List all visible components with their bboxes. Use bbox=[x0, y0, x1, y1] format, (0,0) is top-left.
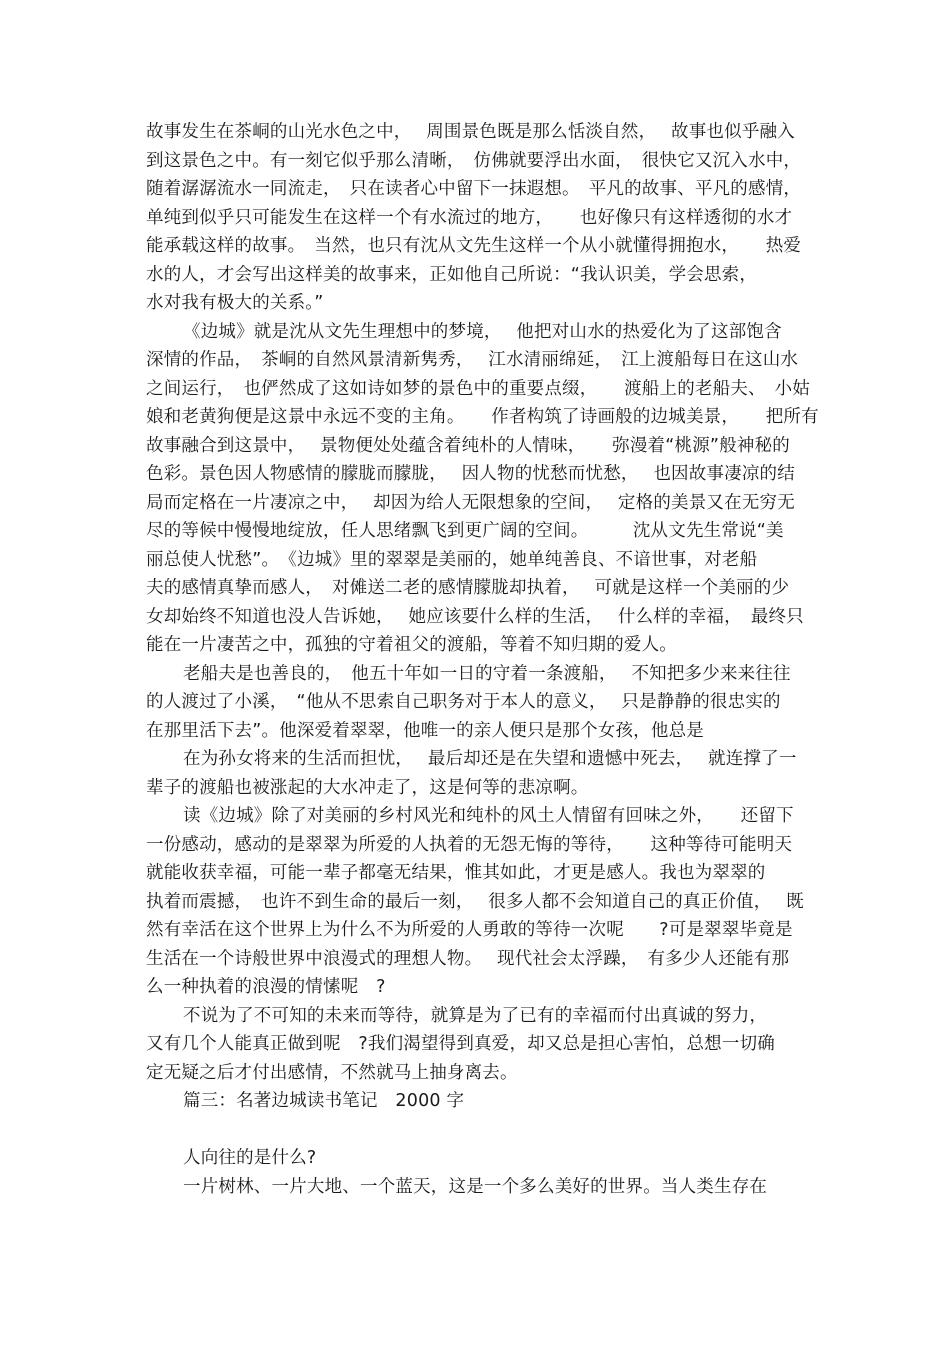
text-line: 深情的作品， 茶峒的自然风景清新隽秀， 江水清丽绵延， 江上渡船每日在这山水 bbox=[146, 350, 799, 370]
text-line: 能承载这样的故事。 当然，也只有沈从文先生这样一个从小就懂得拥抱水， 热爱 bbox=[146, 236, 802, 256]
text-line: 定无疑之后才付出感情，不然就马上抽身离去。 bbox=[146, 1063, 518, 1083]
text-line: 随着潺潺流水一同流走， 只在读者心中留下一抹遐想。 平凡的故事、平凡的感情， bbox=[146, 179, 802, 199]
text-line: 到这景色之中。有一刻它似乎那么清晰， 仿佛就要浮出水面， 很快它又沉入水中， bbox=[146, 151, 802, 171]
text-line: 一份感动，感动的是翠翠为所爱的人执着的无怨无悔的等待， 这种等待可能明天 bbox=[146, 835, 793, 855]
text-line: 生活在一个诗般世界中浪漫式的理想人物。 现代社会太浮躁， 有多少人还能有那 bbox=[146, 949, 790, 969]
text-line: 水的人，才会写出这样美的故事来，正如他自己所说：“我认识美，学会思索， bbox=[146, 265, 758, 285]
paragraph-start: 人向往的是什么? bbox=[183, 1148, 317, 1168]
text-line: 色彩。景色因人物感情的朦胧而朦胧， 因人物的忧愁而忧愁， 也因故事凄凉的结 bbox=[146, 464, 795, 484]
text-line: 丽总使人忧愁”。 《边城》里的翠翠是美丽的，她单纯善良、不谙世事，对老船 bbox=[146, 550, 758, 570]
text-line: 故事发生在茶峒的山光水色之中， 周围景色既是那么恬淡自然， 故事也似乎融入 bbox=[146, 122, 795, 142]
paragraph-start: 一片树林、一片大地、一个蓝天，这是一个多么美好的世界。当人类生存在 bbox=[183, 1177, 768, 1197]
text-line: 尽的等候中慢慢地绽放，任人思绪飘飞到更广阔的空间。 沈从文先生常说“美 bbox=[146, 521, 784, 541]
text-line: 故事融合到这景中， 景物便处处蕴含着纯朴的人情味， 弥漫着“桃源”般神秘的 bbox=[146, 436, 790, 456]
text-line: 执着而震撼， 也许不到生命的最后一刻， 很多人都不会知道自己的真正价值， 既 bbox=[146, 892, 804, 912]
text-line: 局而定格在一片凄凉之中， 却因为给人无限想象的空间， 定格的美景又在无穷无 bbox=[146, 493, 795, 513]
paragraph-start: 在为孙女将来的生活而担忧， 最后却还是在失望和遗憾中死去， 就连撑了一 bbox=[183, 749, 797, 769]
text-line: 之间运行， 也俨然成了这如诗如梦的景色中的重要点缀， 渡船上的老船夫、 小姑 bbox=[146, 379, 811, 399]
text-line: 然有幸活在这个世界上为什么不为所爱的人勇敢的等待一次呢 ?可是翠翠毕竟是 bbox=[146, 920, 793, 940]
text-line: 水对我有极大的关系。” bbox=[146, 293, 324, 313]
paragraph-start: 《边城》就是沈从文先生理想中的梦境， 他把对山水的热爱化为了这部饱含 bbox=[183, 322, 782, 342]
text-line: 娘和老黄狗便是这景中永远不变的主角。 作者构筑了诗画般的边城美景， 把所有 bbox=[146, 407, 819, 427]
text-line: 么一种执着的浪漫的情愫呢 ? bbox=[146, 977, 386, 997]
text-line: 夫的感情真挚而感人， 对傩送二老的感情朦胧却执着， 可就是这样一个美丽的少 bbox=[146, 578, 790, 598]
text-line: 能在一片凄苦之中，孤独的守着祖父的渡船，等着不知归期的爱人。 bbox=[146, 635, 677, 655]
paragraph-start: 读《边城》除了对美丽的乡村风光和纯朴的风土人情留有回味之外， 还留下 bbox=[183, 806, 794, 826]
section-heading: 篇三：名著边城读书笔记 2000 字 bbox=[183, 1091, 465, 1111]
text-line: 单纯到似乎只可能发生在这样一个有水流过的地方， 也好像只有这样透彻的水才 bbox=[146, 208, 793, 228]
paragraph-start: 老船夫是也善良的， 他五十年如一日的守着一条渡船， 不知把多少来来往往 bbox=[183, 664, 791, 684]
text-line: 的人渡过了小溪， “他从不思索自己职务对于本人的意义， 只是静静的很忠实的 bbox=[146, 692, 781, 712]
text-line: 女却始终不知道也没人告诉她， 她应该要什么样的生活， 什么样的幸福， 最终只 bbox=[146, 607, 804, 627]
paragraph-start: 不说为了不可知的未来而等待，就算是为了已有的幸福而付出真诚的努力， bbox=[183, 1006, 768, 1026]
text-line: 在那里活下去”。他深爱着翠翠，他唯一的亲人便只是那个女孩，他总是 bbox=[146, 721, 704, 741]
text-line: 就能收获幸福，可能一辈子都毫无结果，惟其如此，才更是感人。我也为翠翠的 bbox=[146, 863, 766, 883]
text-line: 辈子的渡船也被涨起的大水冲走了，这是何等的悲凉啊。 bbox=[146, 778, 589, 798]
text-line: 又有几个人能真正做到呢 ?我们渴望得到真爱，却又总是担心害怕，总想一切确 bbox=[146, 1034, 775, 1054]
